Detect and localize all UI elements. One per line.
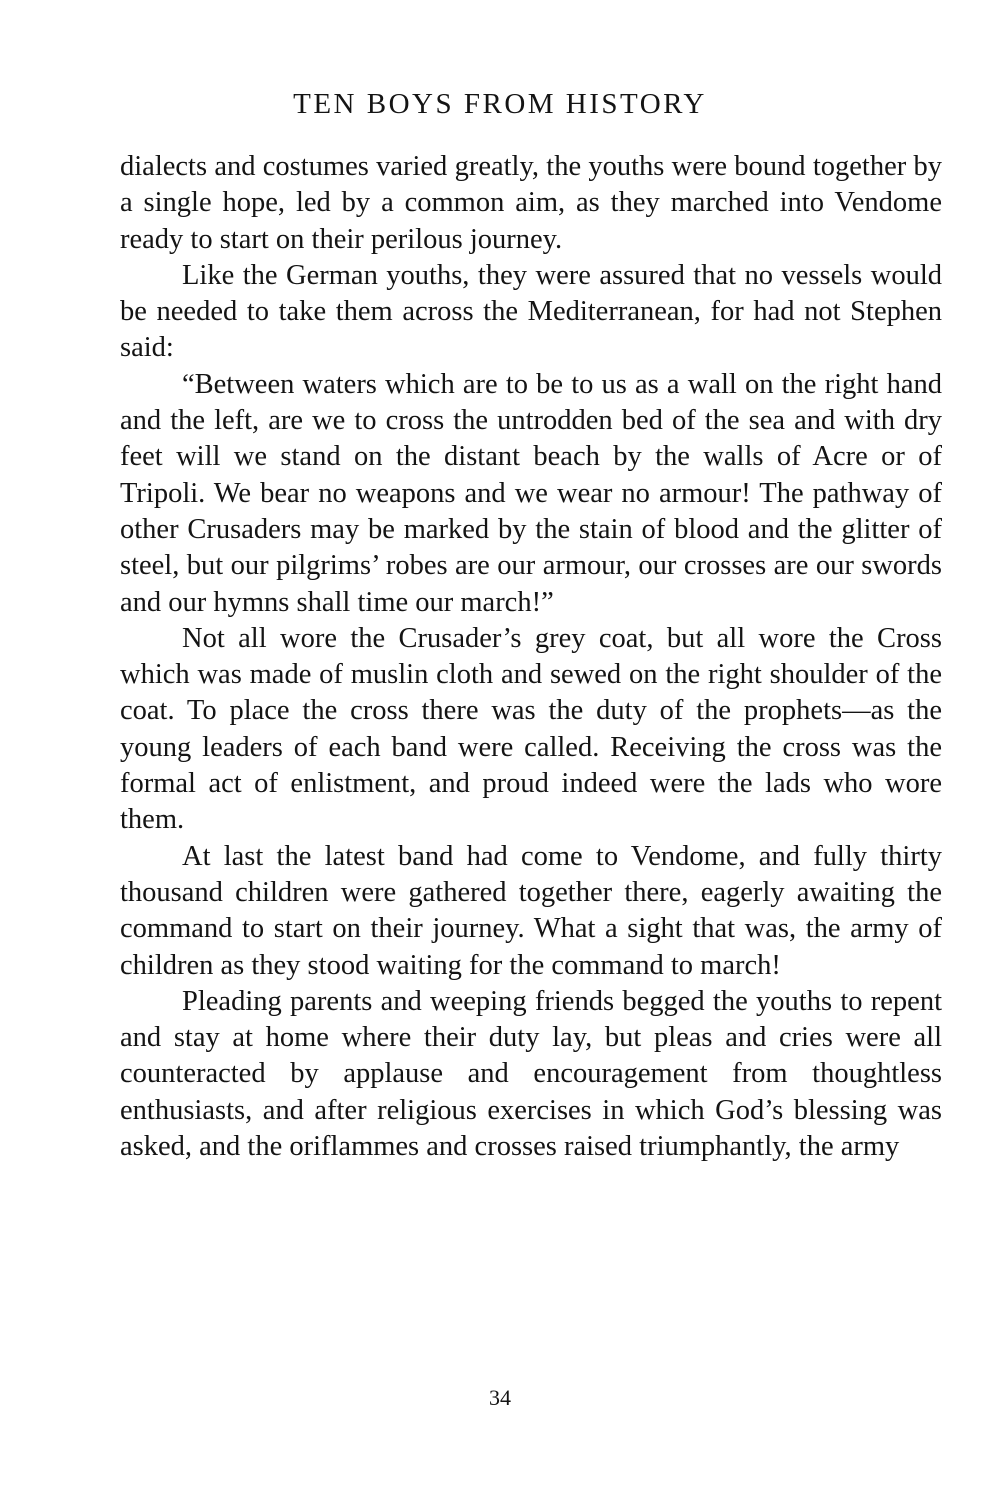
- paragraph: At last the latest band had come to Vendome, and fully thirty thousand children were gathered together there, eagerly awaiting the command to start on their journey. What a sight that was, the army of children as they stood waiting for the command to march!: [120, 840, 942, 981]
- paragraph-continued: dialects and costumes varied greatly, the youths were bound together by a single hope, led by a common aim, as they marched into Vendome ready to start on their perilous journey.: [120, 151, 942, 255]
- paragraph: Pleading parents and weeping friends begged the youths to repent and stay at home where their duty lay, but pleas and cries were all counteracted by applause and encouragement from thoughtless enthusiasts, and after religious exercises in which God’s blessing was asked, and the oriflammes and crosses raised triumphantly, the army: [120, 985, 942, 1163]
- paragraph-quotation: “Between waters which are to be to us as a wall on the right hand and the left, are we to cross the untrodden bed of the sea and with dry feet will we stand on the distant beach by the walls of Acre or of Tripoli. We bear no weapons and we wear no armour! The pathway of other Crusaders may be marked by the stain of blood and the glitter of steel, but our pilgrims’ robes are our armour, our crosses are our swords and our hymns shall time our march!”: [120, 368, 942, 618]
- paragraph: Like the German youths, they were assured that no vessels would be needed to take them across the Mediterranean, for had not Stephen said:: [120, 259, 942, 364]
- running-head: TEN BOYS FROM HISTORY: [293, 88, 707, 120]
- page-number: 34: [489, 1385, 511, 1410]
- body-text: [120, 149, 942, 1165]
- paragraph: Not all wore the Crusader’s grey coat, but all wore the Cross which was made of muslin cloth and sewed on the right shoulder of the coat. To place the cross there was the duty of the prophets—as the young leaders of each band were called. Receiving the cross was the formal act of enlistment, and proud indeed were the lads who wore them.: [120, 622, 942, 836]
